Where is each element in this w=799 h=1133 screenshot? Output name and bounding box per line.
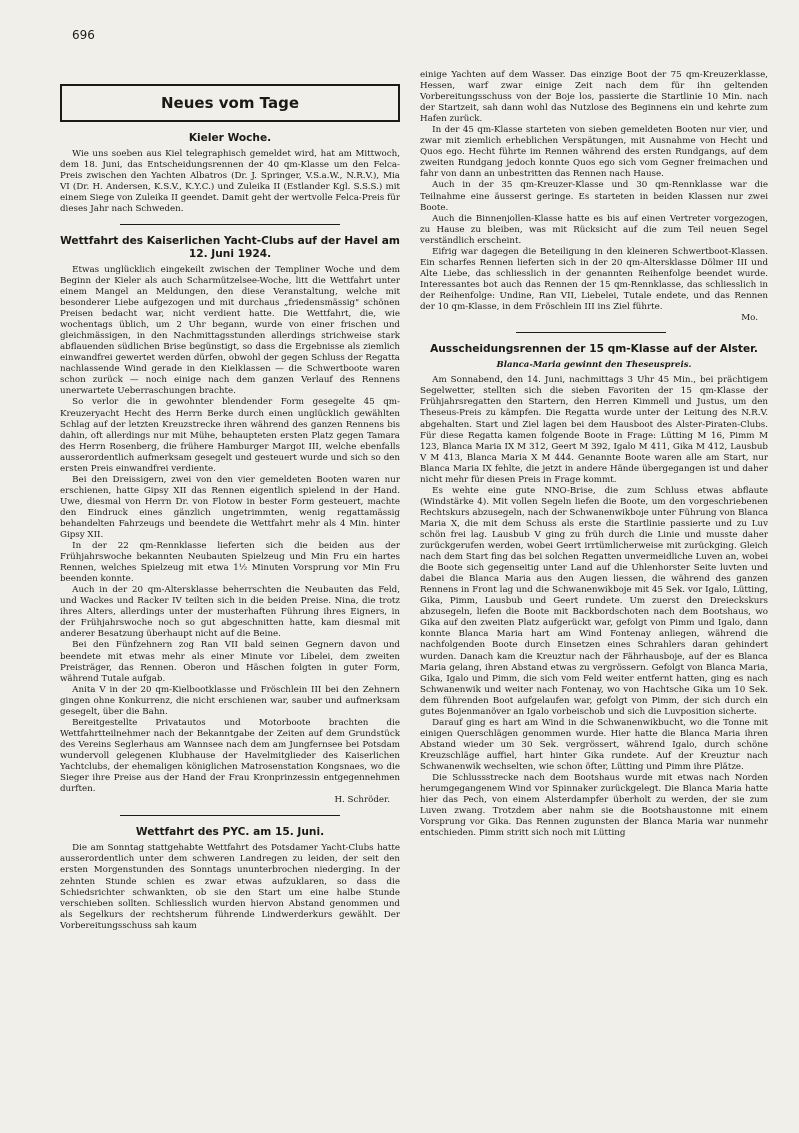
kiel-body: Wie uns soeben aus Kiel telegraphisch gemeldet wird, hat am Mittwoch, dem 18. Juni, das Entscheidungsrennen der 40 qm-Klasse um den Felca-Preis zwischen den Yachten Albatros (Dr. J. Springer, V.S.a.W., N.R.V.), Mia VI (Dr. H. Andersen, K.S.V., K.Y.C.) und Zuleika II (Estlander Kgl. S.S.S.) mit einem Siege von Zuleika II geendet. Damit geht der wertvolle Felca-Preis für dieses Jahr nach Schweden. [60,149,400,215]
left-column [60,70,400,932]
pyc-continuation: einige Yachten auf dem Wasser. Das einzige Boot der 75 qm-Kreuzerklasse, Hessen, warf zwar einige Zeit nach dem für ihn geltenden Vorbereitungsschuss von der Boje los, passierte die Startlinie 10 Min. nach der Startzeit, sah dann wohl das Nutzlose des Beginnens ein und kehrte zum Hafen zurück. [420,70,768,125]
page-number: 696 [72,28,95,42]
kyc-paragraph: Anita V in der 20 qm-Kielbootklasse und Fröschlein III bei den Zehnern gingen ohne Konkurrenz, die nicht erschienen war, sauber und aufmerksam gesegelt, über die Bahn. [60,684,400,717]
kyc-signature: H. Schröder. [334,795,390,806]
pyc-signature: Mo. [741,313,758,324]
alster-paragraph: Am Sonnabend, den 14. Juni, nachmittags 3 Uhr 45 Min., bei prächtigem Segelwetter, stellten sich die sieben Favoriten der 15 qm-Klasse der Frühjahrsregatten den Startern, den Herren Kimmell und Justus, um den Theseus-Preis zu kämpfen. Die Regatta wurde unter der Leitung des N.R.V. abgehalten. Start und Ziel lagen bei dem Hausboot des Alster-Piraten-Clubs. Für diese Regatta kamen folgende Boote in Frage: Lütting M 16, Pimm M 123, Blanca Maria IX M 312, Geert M 392, Igalo M 411, Gika M 412, Lausbub V M 413, Blanca Maria X M 444. Genannte Boote waren alle am Start, nur Blanca Maria IX fehlte, die jetzt in andere Hände übergegangen ist und daher nicht mehr für diesen Preis in Frage kommt. [420,375,768,485]
kyc-paragraph: Auch in der 20 qm-Altersklasse beherrschten die Neubauten das Feld, und Wackes und Racker IV teilten sich in die beiden Preise. Nina, die trotz ihres Alters, allerdings unter der musterhaften Führung ihres Eigners, in der Frühjahrswoche noch so gut abgeschnitten hatte, kam diesmal mit anderer Besatzung überhaupt nicht auf die Beine. [60,585,400,640]
divider [120,815,340,816]
kyc-title: Wettfahrt des Kaiserlichen Yacht-Clubs auf der Havel am 12. Juni 1924. [60,235,400,260]
kyc-paragraph: So verlor die in gewohnter blendender Form gesegelte 45 qm-Kreuzeryacht Hecht des Herrn Berke durch einen unglücklich gewählten Schlag auf der letzten Kreuzstrecke ihren während des ganzen Rennens bis dahin, oft allerdings nur mit Mühe, behaupteten ersten Platz gegen Tamara des Herrn Rosenberg, die frühere Hamburger Margot III, welche ebenfalls ausserordentlich aufmerksam gesegelt und gesteuert wurde und sich so den ersten Preis einwandfrei verdiente. [60,397,400,474]
alster-subtitle: Blanca-Maria gewinnt den Theseuspreis. [496,360,692,371]
section-banner-title: Neues vom Tage [161,94,299,112]
pyc-continuation: Eifrig war dagegen die Beteiligung in den kleineren Schwertboot-Klassen. Ein scharfes Rennen lieferten sich in der 20 qm-Altersklasse Dölmer III und Alte Liebe, das schliesslich in der genannten Reihenfolge beendet wurde. Interessantes bot auch das Rennen der 15 qm-Rennklasse, das schliesslich in der Reihenfolge: Undine, Ran VII, Liebelei, Tutale endete, und das Rennen der 10 qm-Klasse, in dem Fröschlein III ins Ziel führte. [420,246,768,312]
alster-title: Ausscheidungsrennen der 15 qm-Klasse auf der Alster. [430,343,758,356]
kiel-title: Kieler Woche. [188,132,272,144]
alster-paragraph: Darauf ging es hart am Wind in die Schwanenwikbucht, wo die Tonne mit einigen Querschlägen genommen wurde. Hier hatte die Blanca Maria ihren Abstand wieder um 30 Sek. vergrössert, während Igalo, durch schöne Kreuzschläge auffiel, hart hinter Gika rundete. Auf der Kreuztur nach Schwanenwik wechselten, wie schon öfter, Lütting und Pimm ihre Plätze. [420,717,768,772]
pyc-body: Die am Sonntag stattgehabte Wettfahrt des Potsdamer Yacht-Clubs hatte ausserordentlich unter dem schweren Landregen zu leiden, der seit den ersten Morgenstunden des Sonntags ununterbrochen niederging. In der zehnten Stunde schien es zwar etwas aufzuklaren, so dass die Schiedsrichter schwankten, ob sie den Start um eine halbe Stunde verschieben sollten. Schliesslich wurden hiervon Abstand genommen und als Segelkurs der rechtsherum führende Lindwerderkurs gewählt. Der Vorbereitungsschuss sah kaum [60,843,400,931]
section-banner [60,84,400,122]
right-column [420,70,768,839]
divider [120,224,340,225]
kyc-paragraph: Etwas unglücklich eingekeilt zwischen der Templiner Woche und dem Beginn der Kieler als auch Scharmützelsee-Woche, litt die Wettfahrt unter einem Mangel an Meldungen, den diese Veranstaltung, welche mit besonderer Liebe aufgezogen und mit durchaus „friedensmässig" schönen Preisen bedacht war, nicht verdient hatte. Die Wettfahrt, die, wie wochentags üblich, um 2 Uhr begann, wurde von einer frischen und gleichmässigen, in den Nachmittagsstunden allerdings strichweise stark abflauenden südlichen Brise begünstigt, so dass die Ergebnisse als ziemlich einwandfrei gewertet werden dürfen, obwohl der gegen Schluss der Regatta nachlassende Wind gerade in den Kielklassen — die Schwertboote waren schon zurück — noch einige nach dem ganzen Verlauf des Rennens unerwartete Ueberraschungen brachte. [60,264,400,397]
pyc-continuation: Auch in der 35 qm-Kreuzer-Klasse und 30 qm-Rennklasse war die Teilnahme eine äusserst geringe. Es starteten in beiden Klassen nur zwei Boote. [420,180,768,213]
divider [516,332,666,333]
pyc-continuation: Auch die Binnenjollen-Klasse hatte es bis auf einen Vertreter vorgezogen, zu Hause zu bleiben, was mit Rücksicht auf die zum Teil neuen Segel verständlich erscheint. [420,213,768,246]
pyc-continuation: In der 45 qm-Klasse starteten von sieben gemeldeten Booten nur vier, und zwar mit ziemlich erheblichen Verspätungen, mit Ausnahme von Hecht und Quos ego. Hecht führte im Rennen während des ersten Rundgangs, auf dem zweiten Rundgang jedoch konnte Quos ego sich vom Gegner freimachen und fahr von dann an unbestritten das Rennen nach Hause. [420,125,768,180]
kyc-paragraph: Bei den Fünfzehnern zog Ran VII bald seinen Gegnern davon und beendete mit etwas mehr als einer Minute vor Libelei, dem zweiten Preisträger, das Rennen. Oberon und Häschen folgten in guter Form, während Tutale aufgab. [60,640,400,684]
kyc-paragraph: Bereitgestellte Privatautos und Motorboote brachten die Wettfahrtteilnehmer nach der Bekanntgabe der Zeiten auf dem Grundstück des Vereins Seglerhaus am Wannsee nach dem am Jungfernsee bei Potsdam wundervoll gelegenen Klubhause der Havelmitglieder des Kaiserlichen Yachtclubs, der ehemaligen königlichen Matrosenstation Kongsnaes, wo die Sieger ihre Preise aus der Hand der Frau Kronprinzessin entgegennehmen durften. [60,717,400,795]
kyc-paragraph: Bei den Dreissigern, zwei von den vier gemeldeten Booten waren nur erschienen, hatte Gipsy XII das Rennen eigentlich spielend in der Hand. Uwe, diesmal von Herrn Dr. von Flotow in bester Form gesteuert, machte den Eindruck eines gänzlich ungetrimmten, wenig regattamässig behandelten Fahrzeugs und beendete die Wettfahrt mehr als 4 Min. hinter Gipsy XII. [60,474,400,541]
alster-paragraph: Die Schlussstrecke nach dem Bootshaus wurde mit etwas nach Norden herumgegangenem Wind vor Spinnaker zurückgelegt. Die Blanca Maria hatte hier das Pech, von einem Alsterdampfer überholt zu werden, der sie zum Luven zwang. Trotzdem aber nahm sie die Bootshaustonne mit einem Vorsprung vor Gika. Das Rennen zugunsten der Blanca Maria war nunmehr entschieden. Pimm stritt sich noch mit Lütting [420,773,768,839]
pyc-title: Wettfahrt des PYC. am 15. Juni. [135,826,325,839]
alster-paragraph: Es wehte eine gute NNO-Brise, die zum Schluss etwas abflaute (Windstärke 4). Mit vollen Segeln liefen die Boote, um den vorgeschriebenen Rechtskurs abzusegeln, nach der Schwanenwikboje unter Führung von Blanca Maria X, die mit dem Schuss als erste die Startlinie passierte und zu Luv schön frei lag. Lausbub V ging zu früh durch die Linie und musste daher zurückgerufen werden, wobei Geert irrtümlicherweise mit zurückging. Gleich nach dem Start fing das bei solchen Regatten unvermeidliche Luven an, wobei die Boote sich gegenseitig unter Land auf die Uhlenhorster Seite luvten und dabei die Blanca Maria aus den Augen liessen, die während des ganzen Rennens in Front lag und die Schwanenwikboje mit 45 Sek. vor Igalo, Lütting, Gika, Pimm, Lausbub und Geert rundete. Um zuerst den Dreieckskurs abzusegeln, liefen die Boote mit Backbordschoten nach dem Bootshaus, wo Gika auf den zweiten Platz aufgerückt war, gefolgt von Pimm und Igalo, dann konnte Blanca Maria hart am Wind Fontenay anliegen, während die nachfolgenden Boote durch Einsetzen eines Schrahlers daran gehindert wurden. Danach kam die Kreuztur nach der Fährhausboje, auf der es Blanca Maria gelang, ihren Abstand etwas zu vergrössern. Gefolgt von Blanca Maria, Gika, Igalo und Pimm, die sich vom Feld weiter entfernt hatten, ging es nach Schwanenwik und weiter nach Fontenay, wo von Hachtsche Gika um 10 Sek. dem führenden Boot aufgelaufen war, gefolgt von Pimm, der sich durch ein gutes Bojenmanöver an Igalo vorbeischob und sich die Luvposition sicherte. [420,485,768,717]
kyc-paragraph: In der 22 qm-Rennklasse lieferten sich die beiden aus der Frühjahrswoche bekannten Neubauten Spielzeug und Min Fru ein hartes Rennen, welches Spielzeug mit etwa 1½ Minuten Vorsprung vor Min Fru beenden konnte. [60,541,400,585]
